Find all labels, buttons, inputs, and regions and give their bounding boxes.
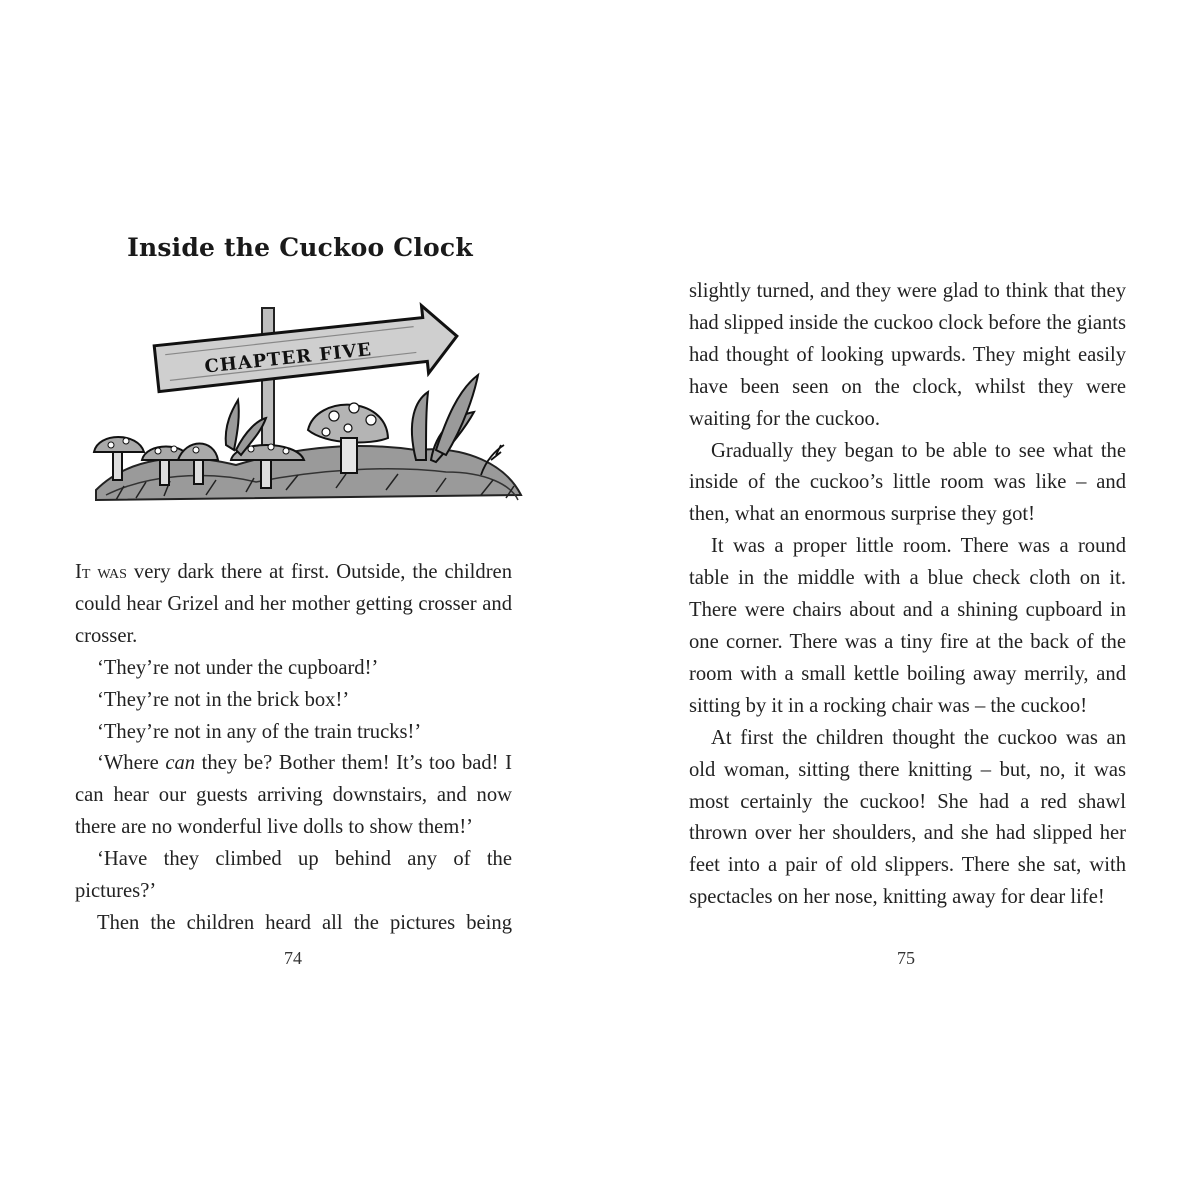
signpost-pole: [262, 308, 274, 458]
paragraph: Gradually they began to be able to see what the inside of the cuckoo’s little room was like – and then, what an enormous surprise they got!: [689, 439, 1126, 526]
paragraph: ‘They’re not in any of the train trucks!’: [97, 720, 422, 743]
paragraph: slightly turned, and they were glad to think that they had slipped inside the cuckoo clock before the giants had thought of looking upwards. They might easily have been seen on the clock, whilst they were waiting for the cuckoo.: [689, 280, 1126, 430]
sign-label: CHAPTER FIVE: [203, 339, 373, 378]
right-page-body: [689, 276, 1126, 914]
left-page-body: [75, 557, 512, 940]
paragraph: ‘Have they climbed up behind any of the pictures?’: [75, 848, 512, 903]
opening-words: It was: [75, 561, 127, 583]
emphasis: can: [165, 752, 196, 775]
paragraph: ‘They’re not under the cupboard!’: [97, 656, 379, 679]
paragraph: Then the children heard all the pictures being: [97, 911, 512, 934]
paragraph: At first the children thought the cuckoo was an old woman, sitting there knitting – but, no, it was most certainly the cuckoo! She had a red shawl thrown over her shoulders, and she had slipped her feet into a pair of old slippers. There she sat, with spectacles on her nose, knitting away for dear life!: [689, 726, 1126, 909]
signpost-board: [153, 302, 460, 401]
paragraph: ‘They’re not in the brick box!’: [97, 688, 350, 711]
paragraph: It was a proper little room. There was a round table in the middle with a blue check cloth on it. There were chairs about and a shining cupboard in one corner. There was a tiny fire at the back of the room with a small kettle boiling away merrily, and sitting by it in a rocking chair was – the cuckoo!: [689, 535, 1126, 717]
paragraph: It was very dark there at first. Outside, the children could hear Grizel and her mother getting crosser and crosser.: [75, 561, 512, 647]
paragraph: ‘Where can they be? Bother them! It’s too bad! I can hear our guests arriving downstairs, and now there are no wonderful live dolls to show them!’: [75, 752, 512, 839]
right-page: [600, 0, 1200, 1200]
page-number-right: 75: [897, 948, 915, 968]
page-number-left: 74: [284, 948, 302, 968]
chapter-signpost-illustration: [86, 300, 526, 515]
chapter-title: Inside the Cuckoo Clock: [127, 233, 473, 262]
